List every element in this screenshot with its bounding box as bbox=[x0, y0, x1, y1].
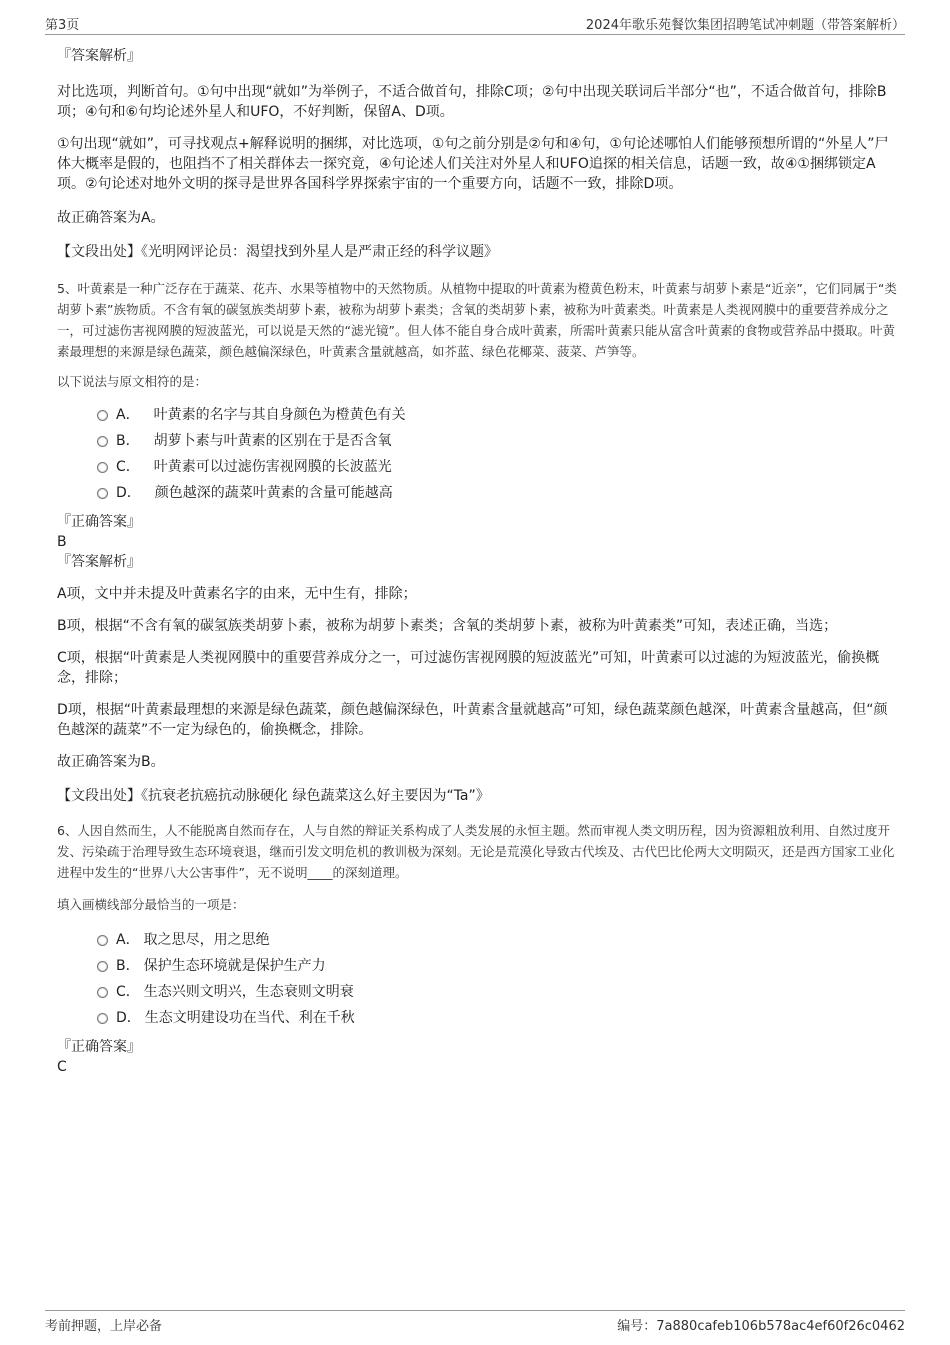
correct-answer: B bbox=[57, 534, 67, 550]
document-id: 编号：7a880cafeb106b578ac4ef60f26c0462 bbox=[617, 1319, 905, 1334]
question-prompt: 填入画横线部分最恰当的一项是： bbox=[57, 897, 245, 912]
page-header bbox=[45, 14, 905, 35]
option-c[interactable]: C． 生态兴则文明兴，生态衰则文明衰 bbox=[97, 979, 897, 1005]
option-c[interactable]: C． 叶黄素可以过滤伤害视网膜的长波蓝光 bbox=[97, 454, 897, 480]
document-body bbox=[57, 46, 897, 1077]
fill-blank: ____ bbox=[307, 865, 333, 880]
correct-answer-label: 『正确答案』 bbox=[57, 514, 141, 530]
analysis-paragraph: 对比选项，判断首句。①句中出现“就如”为举例子，不适合做首句，排除C项；②句中出现关联词后半部分“也”，不适合做首句，排除B项；④句和⑥句均论述外星人和UFO，不好判断，保留A、D项。 bbox=[57, 84, 887, 120]
radio-icon[interactable] bbox=[97, 1013, 108, 1024]
source-citation: 【文段出处】《抗衰老抗癌抗动脉硬化 绿色蔬菜这么好主要因为“Ta”》 bbox=[57, 788, 490, 804]
radio-icon[interactable] bbox=[97, 410, 108, 421]
page-number: 第3页 bbox=[45, 18, 80, 33]
option-d[interactable]: D． 颜色越深的蔬菜叶黄素的含量可能越高 bbox=[97, 480, 897, 506]
radio-icon[interactable] bbox=[97, 488, 108, 499]
option-list bbox=[97, 402, 897, 506]
radio-icon[interactable] bbox=[97, 935, 108, 946]
option-a[interactable]: A． 取之思尽，用之思绝 bbox=[97, 927, 897, 953]
option-b[interactable]: B． 胡萝卜素与叶黄素的区别在于是否含氧 bbox=[97, 428, 897, 454]
analysis-paragraph: ①句出现“就如”，可寻找观点+解释说明的捆绑，对比选项，①句之前分别是②句和④句，①句论述哪怕人们能够预想所谓的“外星人”尸体大概率是假的，也阻挡不了相关群体去一探究竟，④句论述人们关注对外星人和UFO追探的相关信息，话题一致，故④①捆绑锁定A项。②句论述对地外文明的探寻是世界各国科学界探索宇宙的一个重要方向，话题不一致，排除D项。 bbox=[57, 136, 889, 192]
analysis-label: 『答案解析』 bbox=[57, 554, 141, 570]
answer-conclusion: 故正确答案为B。 bbox=[57, 754, 165, 770]
correct-answer-label: 『正确答案』 bbox=[57, 1039, 141, 1055]
option-d[interactable]: D． 生态文明建设功在当代、利在千秋 bbox=[97, 1005, 897, 1031]
radio-icon[interactable] bbox=[97, 987, 108, 998]
document-title: 2024年歌乐苑餐饮集团招聘笔试冲刺题（带答案解析） bbox=[585, 18, 905, 33]
question-text: 6、人因自然而生，人不能脱离自然而存在，人与自然的辩证关系构成了人类发展的永恒主题。然而审视人类文明历程，因为资源粗放利用、自然过度开发、污染疏于治理导致生态环境衰退，继而引发文明危机的教训极为深刻。无论是荒漠化导致古代埃及、古代巴比伦两大文明陨灭，还是西方国家工业化进程中发生的“世界八大公害事件”，无不说明____的深刻道理。 bbox=[57, 823, 895, 880]
analysis-label: 『答案解析』 bbox=[57, 48, 141, 64]
option-a[interactable]: A． 叶黄素的名字与其自身颜色为橙黄色有关 bbox=[97, 402, 897, 428]
radio-icon[interactable] bbox=[97, 462, 108, 473]
analysis-paragraph: C项，根据“叶黄素是人类视网膜中的重要营养成分之一，可过滤伤害视网膜的短波蓝光”可知，叶黄素可以过滤的为短波蓝光，偷换概念，排除； bbox=[57, 650, 880, 686]
analysis-paragraph: D项，根据“叶黄素最理想的来源是绿色蔬菜，颜色越偏深绿色，叶黄素含量就越高”可知，绿色蔬菜颜色越深，叶黄素含量越高，但“颜色越深的蔬菜”不一定为绿色的，偷换概念，排除。 bbox=[57, 702, 888, 738]
footer-slogan: 考前押题，上岸必备 bbox=[45, 1319, 163, 1334]
analysis-paragraph: A项，文中并未提及叶黄素名字的由来，无中生有，排除； bbox=[57, 586, 417, 602]
analysis-paragraph: B项，根据“不含有氧的碳氢族类胡萝卜素，被称为胡萝卜素类；含氧的类胡萝卜素，被称为叶黄素类”可知，表述正确，当选； bbox=[57, 618, 838, 634]
source-citation: 【文段出处】《光明网评论员：渴望找到外星人是严肃正经的科学议题》 bbox=[57, 244, 498, 260]
radio-icon[interactable] bbox=[97, 436, 108, 447]
page-footer bbox=[45, 1310, 905, 1337]
correct-answer: C bbox=[57, 1059, 67, 1075]
question-prompt: 以下说法与原文相符的是： bbox=[57, 374, 208, 389]
option-list bbox=[97, 927, 897, 1031]
option-b[interactable]: B． 保护生态环境就是保护生产力 bbox=[97, 953, 897, 979]
answer-conclusion: 故正确答案为A。 bbox=[57, 210, 165, 226]
question-text: 5、叶黄素是一种广泛存在于蔬菜、花卉、水果等植物中的天然物质。从植物中提取的叶黄素为橙黄色粉末，叶黄素与胡萝卜素是“近亲”，它们同属于“类胡萝卜素”族物质。不含有氧的碳氢族类胡萝卜素，被称为胡萝卜素类；含氧的类胡萝卜素，被称为叶黄素类。叶黄素是人类视网膜中的重要营养成分之一，可过滤伤害视网膜的短波蓝光，可以说是天然的“滤光镜”。但人体不能自身合成叶黄素，所需叶黄素只能从富含叶黄素的食物或营养品中摄取。叶黄素最理想的来源是绿色蔬菜，颜色越偏深绿色，叶黄素含量就越高，如芥蓝、绿色花椰菜、菠菜、芦笋等。 bbox=[57, 281, 897, 359]
radio-icon[interactable] bbox=[97, 961, 108, 972]
